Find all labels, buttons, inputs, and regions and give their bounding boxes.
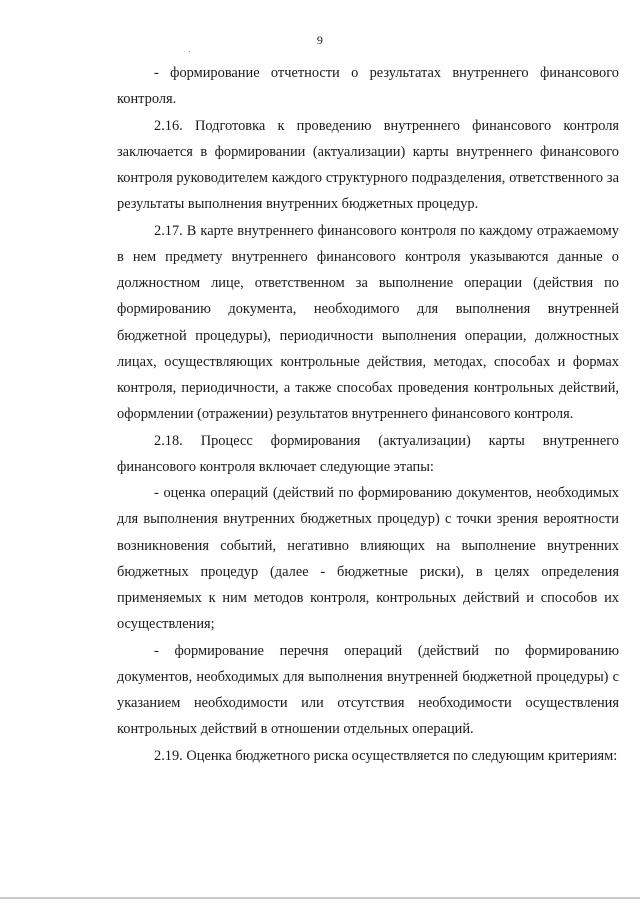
paragraph-2-18: 2.18. Процесс формирования (актуализации) карты внутреннего финансового контроля включает следующие этапы: [117,432,619,475]
paragraph-2-16: 2.16. Подготовка к проведению внутреннего финансового контроля заключается в формировании (актуализации) карты внутреннего финансового контроля руководителем каждого структурного подразделения, ответственного за результаты выполнения внутренних бюджетных процедур. [117,117,619,213]
paragraph-2-17: 2.17. В карте внутреннего финансового контроля по каждому отражаемому в нем предмету внутреннего финансового контроля указываются данные о должностном лице, ответственном за выполнение операции (действия по формированию документа, необходимого для выполнения внутренней бюджетной процедуры), периодичности выполнения операции, должностных лицах, осуществляющих контрольные действия, методах, способах и формах контроля, периодичности, а также способах проведения контрольных действий, оформлении (отражении) результатов внутреннего финансового контроля. [117,222,619,423]
document-body [117,60,619,769]
paragraph-reporting-item: - формирование отчетности о результатах внутреннего финансового контроля. [117,65,619,108]
paragraph-operations-list-item: - формирование перечня операций (действий по формированию документов, необходимых для выполнения внутренней бюджетной процедуры) с указанием необходимости или отсутствия необходимости осуществления контрольных действий в отношении отдельных операций. [117,642,619,738]
paragraph-risk-assessment-item: - оценка операций (действий по формированию документов, необходимых для выполнения внутренних бюджетных процедур) с точки зрения вероятности возникновения событий, негативно влияющих на выполнение внутренних бюджетных процедур (далее - бюджетные риски), в целях определения применяемых к ним методов контроля, контрольных действий и способов их осуществления; [117,485,619,633]
bottom-scan-edge [0,897,640,899]
paragraph-2-19: 2.19. Оценка бюджетного риска осуществляется по следующим критериям: [154,747,618,764]
page-number: 9 [316,33,324,47]
scan-speck [189,51,190,52]
